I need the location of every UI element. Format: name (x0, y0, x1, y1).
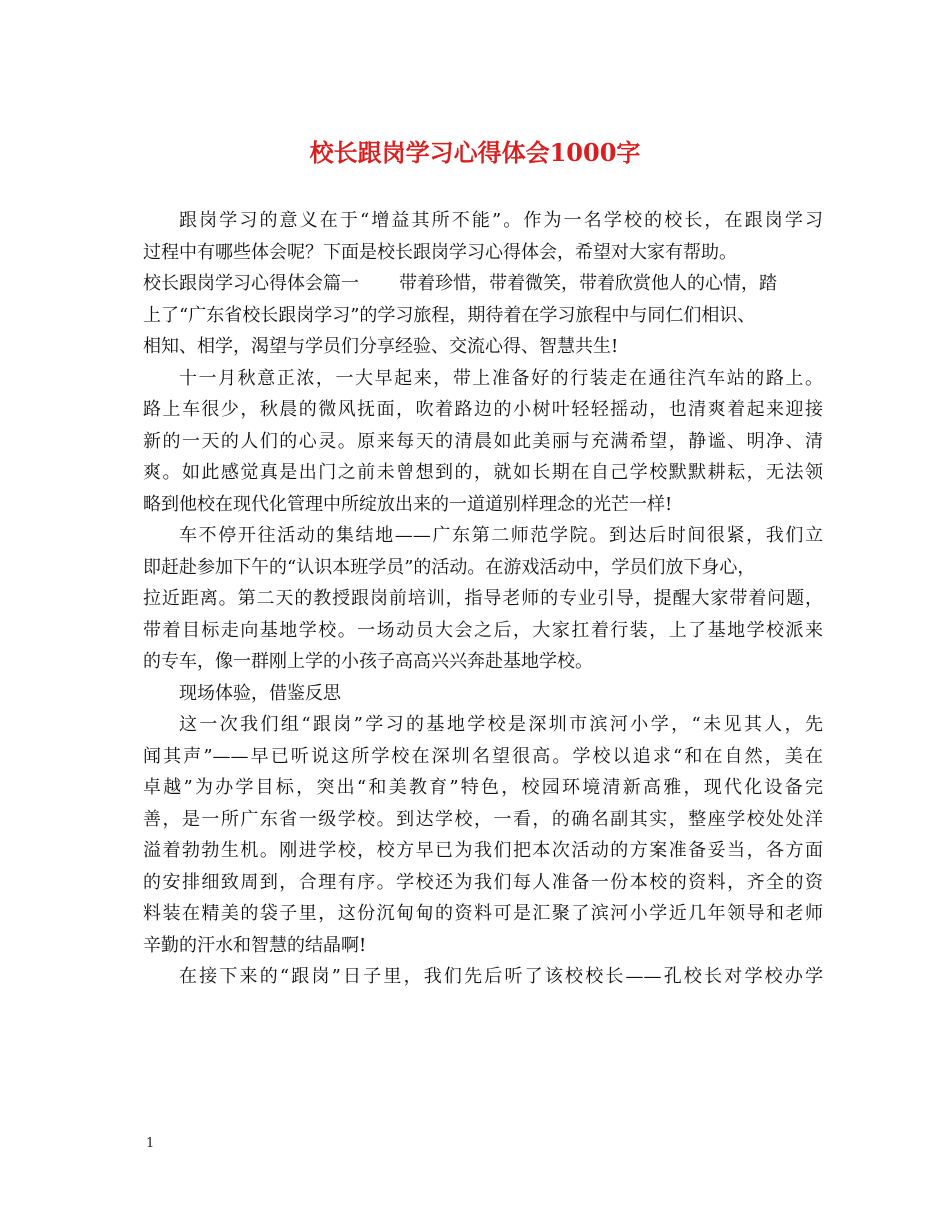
text-line: 拉近距离。第二天的教授跟岗前培训，指导老师的专业引导，提醒大家带着问题， (143, 588, 823, 609)
text-line: 略到他校在现代化管理中所绽放出来的一道道别样理念的光芒一样! (143, 493, 673, 515)
text-line: 闻其声”——早已听说这所学校在深圳名望很高。学校以追求“和在自然，美在 (143, 745, 823, 767)
text-line: 在接下来的“跟岗”日子里，我们先后听了该校校长——孔校长对学校办学 (179, 966, 823, 987)
text-line: 上了“广东省校长跟岗学习”的学习旅程，期待着在学习旅程中与同仁们相识、 (143, 304, 756, 326)
text-line: 溢着勃勃生机。刚进学校，校方早已为我们把本次活动的方案准备妥当，各方面 (143, 840, 823, 861)
document-body (143, 205, 823, 993)
text-line: 辛勤的汗水和智慧的结晶啊! (143, 934, 367, 956)
text-line: 料装在精美的袋子里，这份沉甸甸的资料可是汇聚了滨河小学近几年领导和老师 (143, 903, 823, 924)
text-line: 过程中有哪些体会呢？下面是校长跟岗学习心得体会，希望对大家有帮助。 (143, 241, 737, 263)
text-fragment: 带着珍惜，带着微笑，带着欣赏他人的心情，踏 (399, 273, 777, 294)
text-line: 十一月秋意正浓，一大早起来，带上准备好的行装走在通往汽车站的路上。 (179, 367, 823, 389)
text-line: 新的一天的人们的心灵。原来每天的清晨如此美丽与充满希望，静谧、明净、清 (143, 430, 823, 452)
paragraph (143, 520, 823, 678)
text-line: 卓越”为办学目标，突出“和美教育”特色，校园环境清新高雅，现代化设备完 (143, 777, 823, 798)
paragraph (143, 363, 823, 521)
text-line: 相知、相学，渴望与学员们分享经验、交流心得、智慧共生! (143, 336, 619, 357)
text-line: 爽。如此感觉真是出门之前未曾想到的，就如长期在自己学校默默耕耘，无法领 (143, 462, 823, 483)
paragraph (143, 205, 823, 268)
text-line: 路上车很少，秋晨的微风抚面，吹着路边的小树叶轻轻摇动，也清爽着起来迎接 (143, 399, 823, 420)
section-subheading: 现场体验，借鉴反思 (179, 682, 341, 704)
document-title: 校长跟岗学习心得体会1000字 (309, 138, 641, 167)
section-heading: 校长跟岗学习心得体会篇一 (143, 273, 359, 294)
paragraph (143, 961, 823, 993)
text-line: 善，是一所广东省一级学校。到达学校，一看，的确名副其实，整座学校处处洋 (143, 808, 823, 830)
text-line: 即赶赴参加下午的“认识本班学员”的活动。在游戏活动中，学员们放下身心， (143, 556, 756, 578)
page-number: 1 (146, 1136, 155, 1151)
paragraph (143, 678, 823, 710)
paragraph (143, 268, 823, 363)
text-line: 的安排细致周到，合理有序。学校还为我们每人准备一份本校的资料，齐全的资 (143, 871, 823, 893)
text-line: 这一次我们组“跟岗”学习的基地学校是深圳市滨河小学，“未见其人，先 (179, 714, 823, 735)
text-line: 的专车，像一群刚上学的小孩子高高兴兴奔赴基地学校。 (143, 651, 593, 672)
text-line: 车不停开往活动的集结地——广东第二师范学院。到达后时间很紧，我们立 (179, 525, 823, 546)
paragraph (143, 709, 823, 961)
text-line: 跟岗学习的意义在于“增益其所不能”。作为一名学校的校长，在跟岗学习 (179, 210, 823, 231)
text-line (143, 268, 823, 300)
text-line: 带着目标走向基地学校。一场动员大会之后，大家扛着行装，上了基地学校派来 (143, 619, 823, 641)
